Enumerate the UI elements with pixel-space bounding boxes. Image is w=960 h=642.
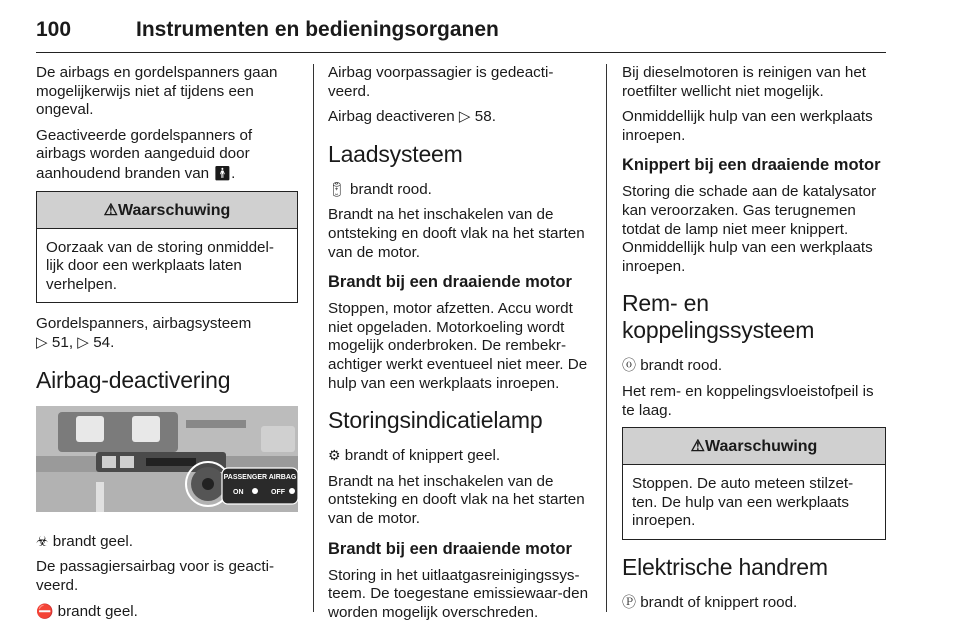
paragraph: Geactiveerde gordelspanners of airbags worden aangeduid door aanhoudend branden van 🚹︎. xyxy=(36,126,253,182)
paragraph: ⛔ brandt geel. xyxy=(36,603,138,621)
paragraph: De airbags en gordelspanners gaan mogelijkerwijs niet af tijdens een ongeval. xyxy=(36,64,278,119)
chapter-title: Instrumenten en bedieningsorganen xyxy=(136,18,499,41)
paragraph: ⚙ brandt of knippert geel. xyxy=(328,447,501,465)
parking-brake-icon: Ⓟ xyxy=(622,593,636,610)
engine-check-icon: ⚙ xyxy=(328,447,341,464)
subheading: Brandt bij een draaiende motor xyxy=(328,539,572,558)
warning-triangle-icon: ⚠ xyxy=(103,201,119,219)
paragraph: Ⓟ brandt of knippert rood. xyxy=(622,593,798,611)
seatbelt-airbag-icon: 🚹︎ xyxy=(213,164,232,181)
paragraph: ⓞ brandt rood. xyxy=(622,357,723,375)
page-header xyxy=(36,18,886,53)
warning-text: Stoppen. De auto meteen stilzet-ten. De hulp van een werkplaats inroepen. xyxy=(632,475,854,530)
image-label-on: ON xyxy=(233,488,244,496)
column-divider xyxy=(606,64,607,612)
paragraph: Storing in het uitlaatgasreinigingssys-teem. De toegestane emissiewaar-den worden mogelijk overschreden. xyxy=(328,566,589,621)
paragraph: Gordelspanners, airbagsysteem ▷ 51, ▷ 54. xyxy=(36,315,252,351)
airbag-off-icon: ⛔ xyxy=(36,603,54,620)
paragraph: ☣ brandt geel. xyxy=(36,532,133,550)
column-1 xyxy=(36,64,298,629)
page-ref-icon: ▷ xyxy=(458,108,471,126)
airbag-on-icon: ☣ xyxy=(36,532,49,549)
airbag-switch-photo xyxy=(36,406,298,512)
battery-icon: 🔋︎ xyxy=(328,180,346,197)
paragraph: Airbag deactiveren ▷ 58. xyxy=(328,108,496,126)
column-divider xyxy=(313,64,314,612)
warning-box xyxy=(622,427,886,540)
paragraph: Brandt na het inschakelen van de ontsteking en dooft vlak na het starten van de motor. xyxy=(328,472,585,527)
section-heading: Rem- en koppelingssysteem xyxy=(622,290,815,344)
paragraph: 🔋︎ brandt rood. xyxy=(328,180,432,198)
paragraph: Onmiddellijk hulp van een werkplaats inroepen. xyxy=(622,108,873,144)
section-heading: Laadsysteem xyxy=(328,140,463,167)
paragraph: De passagiersairbag voor is geacti-veerd. xyxy=(36,558,275,594)
paragraph: Stoppen, motor afzetten. Accu wordt niet opgeladen. Motorkoeling wordt mogelijk onderbroken. De rembekr-achtiger werkt eventueel niet meer. De hulp van een werkplaats inroepen. xyxy=(328,300,588,392)
subheading: Knippert bij een draaiende motor xyxy=(622,156,881,175)
paragraph: Brandt na het inschakelen van de ontsteking en dooft vlak na het starten van de motor. xyxy=(328,206,585,261)
section-heading: Elektrische handrem xyxy=(622,553,828,580)
warning-triangle-icon: ⚠ xyxy=(690,438,706,456)
section-heading: Airbag-deactivering xyxy=(36,366,231,393)
section-heading: Storingsindicatielamp xyxy=(328,407,543,434)
image-label-off: OFF xyxy=(271,488,285,496)
page-ref-icon: ▷ xyxy=(36,333,48,351)
image-label-passenger-airbag: PASSENGER AIRBAG xyxy=(223,473,297,481)
warning-box xyxy=(36,191,298,304)
paragraph: Airbag voorpassagier is gedeacti-veerd. xyxy=(328,64,554,100)
paragraph: Storing die schade aan de katalysator kan veroorzaken. Gas terugnemen totdat de lamp niet meer knippert. Onmiddellijk hulp van een werkplaats inroepen. xyxy=(622,183,877,275)
brake-warning-icon: ⓞ xyxy=(622,357,636,374)
column-3 xyxy=(622,64,886,620)
warning-header: ⚠Waarschuwing xyxy=(623,428,885,465)
page-number: 100 xyxy=(36,18,72,41)
warning-text: Oorzaak van de storing onmiddel-lijk door een werkplaats laten verhelpen. xyxy=(46,238,274,293)
paragraph: Bij dieselmotoren is reinigen van het roetfilter wellicht niet mogelijk. xyxy=(622,64,866,100)
warning-header: ⚠Waarschuwing xyxy=(37,192,297,229)
paragraph: Het rem- en koppelingsvloeistofpeil is te laag. xyxy=(622,382,874,419)
column-2 xyxy=(328,64,590,629)
page-ref-icon: ▷ xyxy=(77,333,89,351)
subheading: Brandt bij een draaiende motor xyxy=(328,273,572,292)
